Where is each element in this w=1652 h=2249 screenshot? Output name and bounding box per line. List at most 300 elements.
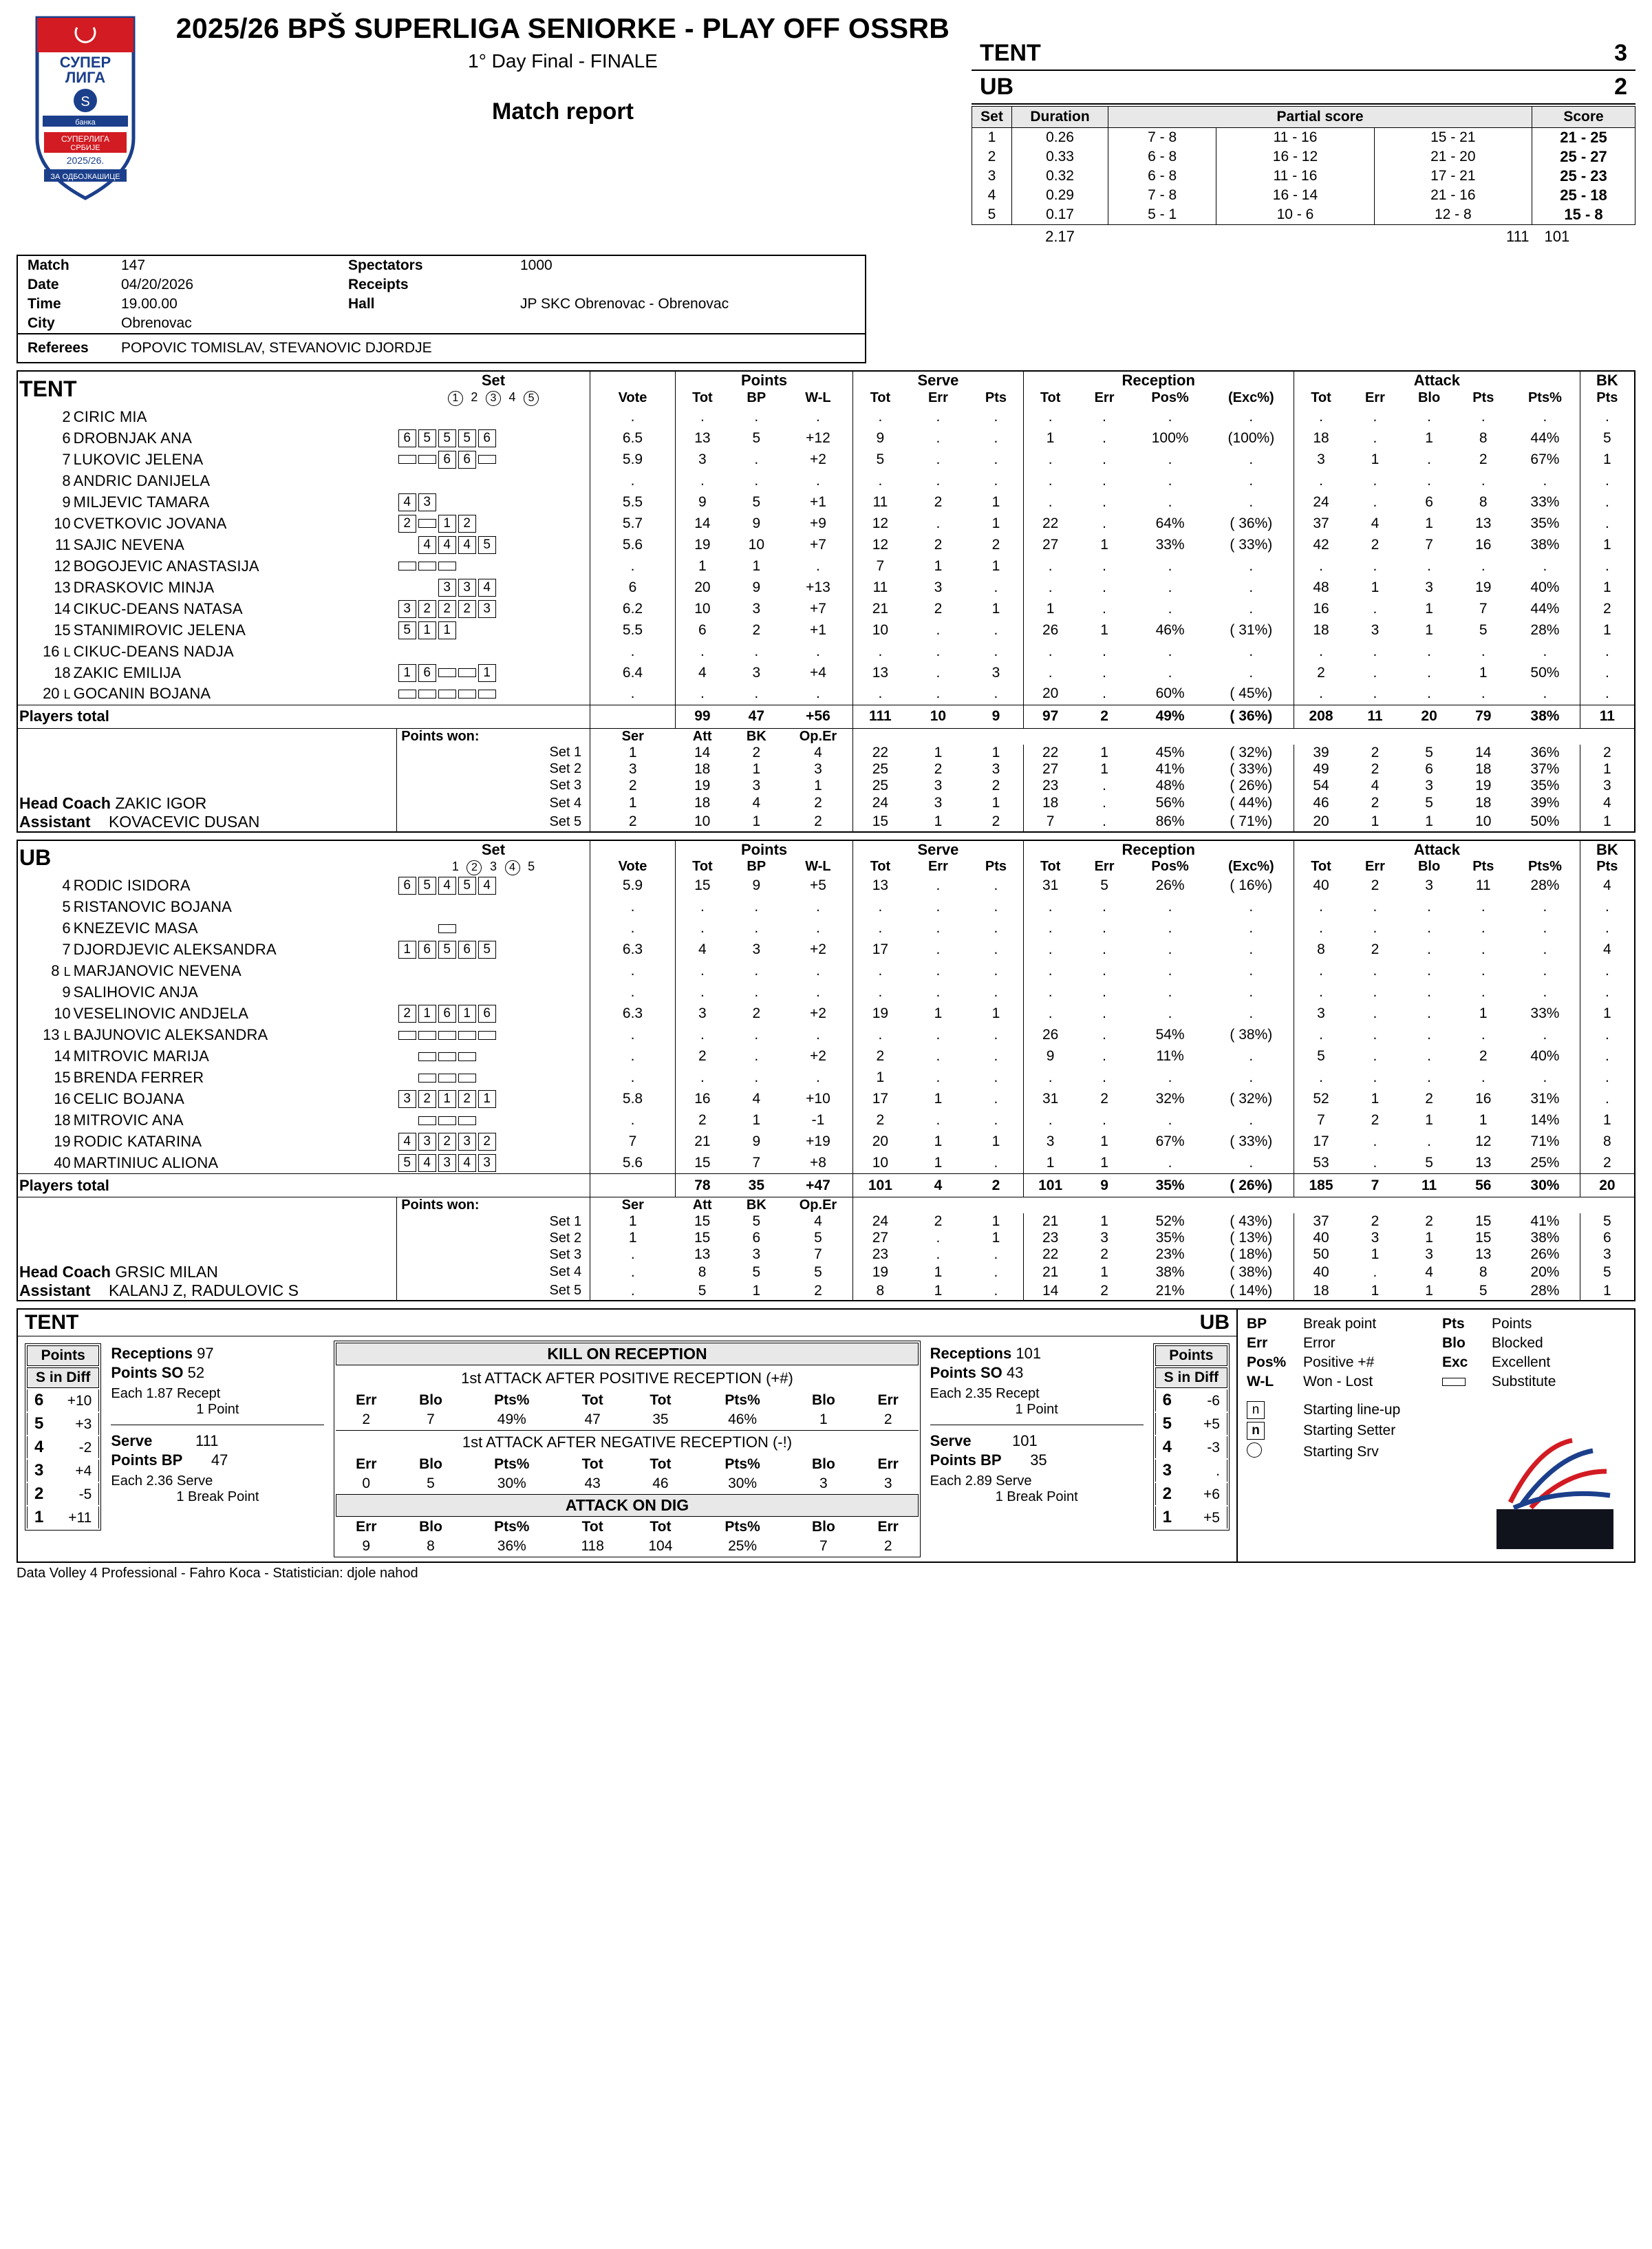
player-att-blo: 6 <box>1425 493 1433 510</box>
pw-rec-tot: 23 <box>1023 1230 1077 1246</box>
player-serve-tot: 2 <box>853 1110 908 1131</box>
legend-value: Blocked <box>1492 1335 1543 1351</box>
empty-set-slot <box>478 643 496 661</box>
player-points-wl: +13 <box>806 579 830 595</box>
player-serve-pts: 1 <box>991 1133 1000 1149</box>
player-serve-pts: 1 <box>991 493 1000 510</box>
svg-text:СРБИЈЕ: СРБИЈЕ <box>70 144 100 152</box>
empty-set-slot <box>398 536 416 554</box>
points-won-row <box>18 778 1634 794</box>
legend-key: Err <box>1247 1335 1268 1351</box>
summary-home-team: TENT <box>25 1311 79 1334</box>
player-serve-err: 1 <box>934 1154 943 1171</box>
pw-serve-pts: . <box>994 1264 998 1280</box>
away-team-line <box>972 71 1635 105</box>
pw-rec-exc: ( 43%) <box>1230 1213 1273 1229</box>
pw-ser: 1 <box>590 1213 676 1230</box>
player-points-bp: 1 <box>752 557 761 574</box>
legend-value: Positive +# <box>1303 1354 1375 1370</box>
sindiff-set: 3 <box>34 1461 44 1480</box>
player-att-blo: . <box>1427 1005 1431 1021</box>
starting-position: 1 <box>418 1005 436 1023</box>
player-serve-err: . <box>936 664 941 681</box>
player-row <box>18 982 1634 1003</box>
player-bk-pts: 1 <box>1580 1003 1634 1025</box>
player-points-wl: +10 <box>806 1091 830 1107</box>
starting-position: 1 <box>438 621 456 639</box>
city-label: City <box>28 315 55 331</box>
total-serve-tot: 111 <box>853 705 908 728</box>
total-points-tot: 99 <box>675 705 729 728</box>
player-serve-pts: . <box>994 429 998 446</box>
pw-rec-tot: 27 <box>1023 761 1077 778</box>
total-points-tot: 78 <box>675 1174 729 1197</box>
empty-set-slot <box>458 472 476 490</box>
player-name: CIRIC MIA <box>73 407 147 425</box>
player-rec-err: 1 <box>1100 536 1108 553</box>
legend-row <box>1246 1400 1401 1420</box>
pw-serve-tot: 23 <box>872 1246 889 1262</box>
col-rec-pos: Pos% <box>1151 859 1189 874</box>
player-vote: . <box>590 641 676 662</box>
player-name: BRENDA FERRER <box>73 1069 204 1086</box>
player-att-pct: 44% <box>1530 600 1560 617</box>
empty-set-slot <box>478 515 496 533</box>
player-number: 12 <box>54 557 71 575</box>
pw-rec-pos: 41% <box>1155 760 1185 777</box>
kill-negative-cell: 3 <box>883 1475 892 1491</box>
substitute-marker <box>438 690 456 699</box>
pw-rec-exc: ( 38%) <box>1230 1264 1273 1280</box>
title-block <box>154 7 972 125</box>
col-att-pct: Pts% <box>1527 859 1562 874</box>
player-serve-err: 1 <box>934 1091 943 1107</box>
team-name: TENT <box>19 376 77 401</box>
substitute-marker <box>418 455 436 464</box>
pw-bk: 1 <box>752 1282 761 1299</box>
sindiff-set: 5 <box>34 1414 44 1433</box>
legend-key: Pos% <box>1247 1354 1287 1370</box>
player-points-wl: -1 <box>811 1112 825 1128</box>
col-rec-pos: Pos% <box>1151 390 1189 405</box>
player-rec-tot: . <box>1023 1110 1077 1131</box>
set-marker: 3 <box>489 859 497 873</box>
empty-set-slot <box>398 919 416 937</box>
dig-col-header: Pts% <box>494 1519 530 1535</box>
players-total-label: Players total <box>18 705 397 728</box>
player-name: MARJANOVIC NEVENA <box>73 962 242 979</box>
kill-positive-cell: 7 <box>427 1411 435 1427</box>
player-att-pts: . <box>1481 408 1485 425</box>
player-vote: 7 <box>590 1131 676 1153</box>
player-serve-err: . <box>936 408 941 425</box>
player-serve-pts: . <box>994 1069 998 1085</box>
player-bk-pts: . <box>1580 1067 1634 1089</box>
player-att-blo: 1 <box>1425 621 1433 638</box>
pw-ser: 1 <box>590 1230 676 1246</box>
total-rec-err: 2 <box>1077 705 1132 728</box>
player-rec-exc: . <box>1249 899 1254 915</box>
pw-rec-err: 1 <box>1100 744 1108 760</box>
player-vote: 6.3 <box>590 939 676 961</box>
player-att-blo: . <box>1427 1048 1431 1064</box>
player-sets <box>397 619 590 641</box>
player-att-err: . <box>1373 493 1377 510</box>
player-number: 15 <box>54 621 71 639</box>
player-vote: 5.5 <box>590 619 676 641</box>
sindiff-cell <box>27 1460 99 1482</box>
player-rec-tot: 1 <box>1023 427 1077 449</box>
pw-bk: 1 <box>752 760 761 777</box>
kill-positive-cell: 47 <box>584 1411 601 1427</box>
info-row-city <box>18 314 865 333</box>
player-rec-pos: . <box>1168 899 1172 915</box>
player-att-pts: 2 <box>1479 451 1488 467</box>
player-points-bp: 3 <box>752 664 761 681</box>
player-row <box>18 961 1634 982</box>
pw-serve-pts: 2 <box>991 813 1000 829</box>
player-number: 9 <box>62 983 71 1001</box>
player-rec-pos: . <box>1168 408 1172 425</box>
points-won-row <box>18 1246 1634 1263</box>
empty-set-slot <box>458 557 476 575</box>
empty-set-slot <box>478 919 496 937</box>
player-serve-err: . <box>936 1112 941 1128</box>
empty-set-slot <box>478 557 496 575</box>
sindiff-diff: +6 <box>1203 1486 1220 1502</box>
dig-header-row <box>336 1518 918 1536</box>
player-sets <box>397 961 590 982</box>
substitute-marker <box>478 455 496 464</box>
player-serve-pts: 1 <box>991 557 1000 574</box>
away-sindiff-table <box>1153 1343 1230 1531</box>
player-serve-tot: 10 <box>853 619 908 641</box>
player-rec-err: . <box>1102 963 1106 979</box>
player-rec-tot: . <box>1023 577 1077 598</box>
player-att-pct: . <box>1543 984 1547 1000</box>
player-sets <box>397 513 590 534</box>
player-rec-pos: 67% <box>1155 1133 1185 1149</box>
total-points-bp: 35 <box>729 1174 784 1197</box>
pw-ser: 2 <box>590 813 676 831</box>
sindiff-diff: -3 <box>1207 1440 1220 1456</box>
starting-position: 2 <box>458 515 476 533</box>
legend-key: Pts <box>1442 1316 1465 1332</box>
set-boxes <box>398 429 498 445</box>
kill-col-header: Blo <box>811 1456 835 1472</box>
sindiff-row <box>1155 1460 1227 1482</box>
col-group-serve: Serve <box>853 372 1023 390</box>
pw-serve-err: . <box>936 1246 941 1262</box>
pw-att: 10 <box>694 813 711 829</box>
player-number: 2 <box>62 407 71 425</box>
player-points-wl: . <box>816 1027 820 1043</box>
home-team-sets: 3 <box>1614 40 1627 66</box>
starting-position: 6 <box>418 941 436 959</box>
starting-position: 3 <box>478 600 496 618</box>
partial-1: 5 - 1 <box>1108 205 1216 225</box>
home-one-point: 1 Point <box>196 1402 239 1417</box>
player-name: GOCANIN BOJANA <box>73 685 211 703</box>
player-att-pct: . <box>1543 557 1547 574</box>
player-bk-pts: . <box>1580 1025 1634 1046</box>
set-marker-row <box>397 859 590 875</box>
player-points-tot: 10 <box>675 598 729 619</box>
legend-row <box>1246 1334 1626 1352</box>
total-att-blo: 11 <box>1402 1174 1457 1197</box>
player-serve-err: . <box>936 1027 941 1043</box>
player-number: 7 <box>62 941 71 958</box>
starting-position: 6 <box>438 451 456 469</box>
starting-position: 1 <box>438 515 456 533</box>
player-points-wl: . <box>816 920 820 936</box>
info-row-referees <box>18 339 865 358</box>
player-serve-tot: 2 <box>853 1046 908 1067</box>
referees-label: Referees <box>28 340 89 356</box>
player-att-err: . <box>1373 429 1377 446</box>
sindiff-cell <box>1155 1483 1227 1505</box>
player-bk-pts: . <box>1580 683 1634 705</box>
player-att-pct: 50% <box>1530 664 1560 681</box>
sindiff-diff: +4 <box>75 1463 92 1479</box>
pw-att-err: 2 <box>1371 1213 1380 1229</box>
starting-position: 1 <box>418 621 436 639</box>
player-number: 11 <box>54 535 71 553</box>
player-att-pts: 1 <box>1479 1112 1488 1128</box>
pw-set-label: Set 5 <box>397 1281 590 1300</box>
empty-set-slot <box>458 643 476 661</box>
pw-bk: 3 <box>752 1246 761 1262</box>
player-rec-err: 5 <box>1100 877 1108 893</box>
player-sets <box>397 406 590 427</box>
player-name: DRASKOVIC MINJA <box>73 578 215 596</box>
set-boxes <box>398 984 498 1000</box>
player-sets <box>397 641 590 662</box>
set-row <box>972 205 1635 225</box>
player-vote: 6 <box>590 577 676 598</box>
player-points-tot: 3 <box>675 1003 729 1025</box>
total-points-home: 111 <box>1506 228 1530 245</box>
total-rec-exc: ( 26%) <box>1209 1174 1294 1197</box>
pw-att-blo: 3 <box>1425 777 1433 793</box>
player-att-blo: . <box>1427 1027 1431 1043</box>
dig-cell: 104 <box>648 1538 673 1554</box>
player-att-blo: 7 <box>1425 536 1433 553</box>
total-att-blo: 20 <box>1402 705 1457 728</box>
player-number: 6 <box>62 429 71 447</box>
home-team-line <box>972 37 1635 71</box>
spacer <box>348 315 520 332</box>
player-att-pct: 33% <box>1530 493 1560 510</box>
pw-serve-pts: 1 <box>991 1213 1000 1229</box>
player-att-pct: 28% <box>1530 877 1560 893</box>
player-att-pts: . <box>1481 984 1485 1000</box>
player-att-pct: 14% <box>1530 1112 1560 1128</box>
player-att-blo: . <box>1427 984 1431 1000</box>
sindiff-diff: +3 <box>75 1416 92 1432</box>
col-rec-err: Err <box>1094 390 1115 405</box>
player-rec-tot: 3 <box>1023 1131 1077 1153</box>
player-att-blo: . <box>1427 899 1431 915</box>
player-att-tot: . <box>1294 982 1348 1003</box>
pw-bk-pts: 2 <box>1580 745 1634 761</box>
pw-oper: 2 <box>784 813 853 831</box>
player-att-err: 2 <box>1371 941 1380 957</box>
player-serve-tot: 7 <box>853 555 908 577</box>
player-att-pts: 8 <box>1479 429 1488 446</box>
pw-att-tot: 54 <box>1294 778 1348 794</box>
player-att-blo: 3 <box>1425 877 1433 893</box>
player-att-blo: . <box>1427 685 1431 702</box>
player-rec-tot: . <box>1023 406 1077 427</box>
pw-ser: 2 <box>590 778 676 794</box>
player-att-err: . <box>1373 899 1377 915</box>
player-serve-err: 1 <box>934 1005 943 1021</box>
away-summary-info <box>923 1341 1150 1509</box>
partial-3: 15 - 21 <box>1374 128 1532 148</box>
player-vote: . <box>590 1067 676 1089</box>
starting-position: 6 <box>438 1005 456 1023</box>
pw-att-tot: 49 <box>1294 761 1348 778</box>
col-group-serve: Serve <box>853 841 1023 859</box>
kill-col-header: Tot <box>650 1392 672 1408</box>
col-rec-exc: (Exc%) <box>1227 859 1274 874</box>
player-points-bp: 9 <box>752 1133 761 1149</box>
starting-position: 4 <box>418 536 436 554</box>
away-points-title: Points <box>1155 1345 1227 1366</box>
player-number: 10 <box>54 514 71 532</box>
player-points-bp: 1 <box>752 1112 761 1128</box>
player-bk-pts: . <box>1580 897 1634 918</box>
player-points-wl: . <box>816 472 820 489</box>
player-vote: . <box>590 1110 676 1131</box>
starting-position: 5 <box>418 877 436 895</box>
player-rec-exc: ( 16%) <box>1230 877 1273 893</box>
col-serve-pts: Pts <box>985 390 1007 405</box>
pw-set-label: Set 1 <box>397 1213 590 1230</box>
player-vote: . <box>590 1046 676 1067</box>
player-att-pct: 71% <box>1530 1133 1560 1149</box>
player-rec-tot: 26 <box>1023 619 1077 641</box>
player-row <box>18 662 1634 683</box>
player-name: KNEZEVIC MASA <box>73 919 198 937</box>
pw-serve-err: 2 <box>934 1213 943 1229</box>
legend-key: W-L <box>1247 1374 1274 1389</box>
pw-att-pts: 19 <box>1475 777 1492 793</box>
empty-set-slot <box>458 621 476 639</box>
kill-negative-cell: 30% <box>728 1475 758 1491</box>
player-att-tot: 48 <box>1294 577 1348 598</box>
points-won-header-row <box>18 728 1634 745</box>
away-team-name: UB <box>980 74 1014 100</box>
col-serve-err: Err <box>927 859 948 874</box>
player-att-tot: 53 <box>1294 1153 1348 1174</box>
legend-value: Excellent <box>1492 1354 1551 1370</box>
hall-value: JP SKC Obrenovac - Obrenovac <box>520 296 729 312</box>
player-row <box>18 1110 1634 1131</box>
total-serve-pts: 2 <box>969 1174 1023 1197</box>
player-row <box>18 1153 1634 1174</box>
home-serve-label: Serve <box>111 1432 153 1449</box>
empty-set-slot <box>458 493 476 511</box>
player-att-blo: 5 <box>1425 1154 1433 1171</box>
legend-key: Exc <box>1442 1354 1468 1370</box>
points-won-row <box>18 813 1634 831</box>
player-sets <box>397 683 590 705</box>
set-duration: 0.29 <box>1012 186 1108 205</box>
starting-setter-icon: n <box>1247 1422 1265 1440</box>
svg-text:СУПЕР: СУПЕР <box>59 54 111 71</box>
player-att-pct: 35% <box>1530 515 1560 531</box>
sindiff-cell <box>1155 1460 1227 1482</box>
partial-3: 21 - 20 <box>1374 147 1532 167</box>
set-boxes <box>398 920 498 936</box>
set-row <box>972 167 1635 186</box>
home-receptions-value: 97 <box>197 1345 214 1362</box>
player-points-bp: . <box>754 643 759 659</box>
player-sets <box>397 427 590 449</box>
empty-set-slot <box>418 898 436 916</box>
away-each-serve: Each 2.89 Serve <box>930 1473 1032 1489</box>
sindiff-row <box>27 1506 99 1528</box>
time-label: Time <box>28 296 61 312</box>
kill-col-header: Pts% <box>494 1392 530 1408</box>
player-att-pts: . <box>1481 1027 1485 1043</box>
player-rec-pos: . <box>1168 643 1172 659</box>
player-att-tot: 24 <box>1294 491 1348 513</box>
pw-bk: 3 <box>752 777 761 793</box>
set-boxes <box>398 600 498 616</box>
player-att-err: . <box>1373 1005 1377 1021</box>
col-group-bk: BK <box>1580 372 1634 390</box>
page-title: 2025/26 BPŠ SUPERLIGA SENIORKE - PLAY OFF OSSRB <box>175 12 950 44</box>
player-name: RISTANOVIC BOJANA <box>73 898 233 915</box>
pw-rec-pos: 45% <box>1155 744 1185 760</box>
col-group-set: Set <box>481 372 506 389</box>
set-boxes <box>398 621 498 637</box>
player-att-err: . <box>1373 408 1377 425</box>
kill-on-reception-table <box>334 1341 920 1557</box>
player-rec-pos: . <box>1168 1154 1172 1171</box>
player-att-tot: . <box>1294 961 1348 982</box>
col-group-bk: BK <box>1580 841 1634 859</box>
player-points-bp: . <box>754 1027 759 1043</box>
pw-col-bk: BK <box>729 728 784 745</box>
player-serve-tot: . <box>853 406 908 427</box>
set-row <box>972 128 1635 148</box>
player-att-blo: 1 <box>1425 600 1433 617</box>
player-vote: . <box>590 918 676 939</box>
player-serve-tot: 12 <box>853 513 908 534</box>
set-total-row <box>972 225 1635 247</box>
player-rec-exc: . <box>1249 493 1254 510</box>
player-att-pts: . <box>1481 941 1485 957</box>
player-vote: 5.8 <box>590 1089 676 1110</box>
set-boxes <box>398 877 498 893</box>
home-team-name: TENT <box>980 40 1041 66</box>
total-rec-pos: 49% <box>1131 705 1208 728</box>
setter-set-marker: 3 <box>486 391 501 406</box>
starting-position: 4 <box>458 1154 476 1172</box>
sindiff-set: 2 <box>1162 1484 1172 1503</box>
starting-position: 5 <box>398 1154 416 1172</box>
pw-rec-err: 1 <box>1100 1264 1108 1280</box>
player-att-tot: 8 <box>1294 939 1348 961</box>
pw-serve-pts: 1 <box>991 1230 1000 1246</box>
kill-negative-cell: 0 <box>362 1475 371 1491</box>
player-name: LUKOVIC JELENA <box>73 450 204 468</box>
player-serve-err: . <box>936 472 941 489</box>
